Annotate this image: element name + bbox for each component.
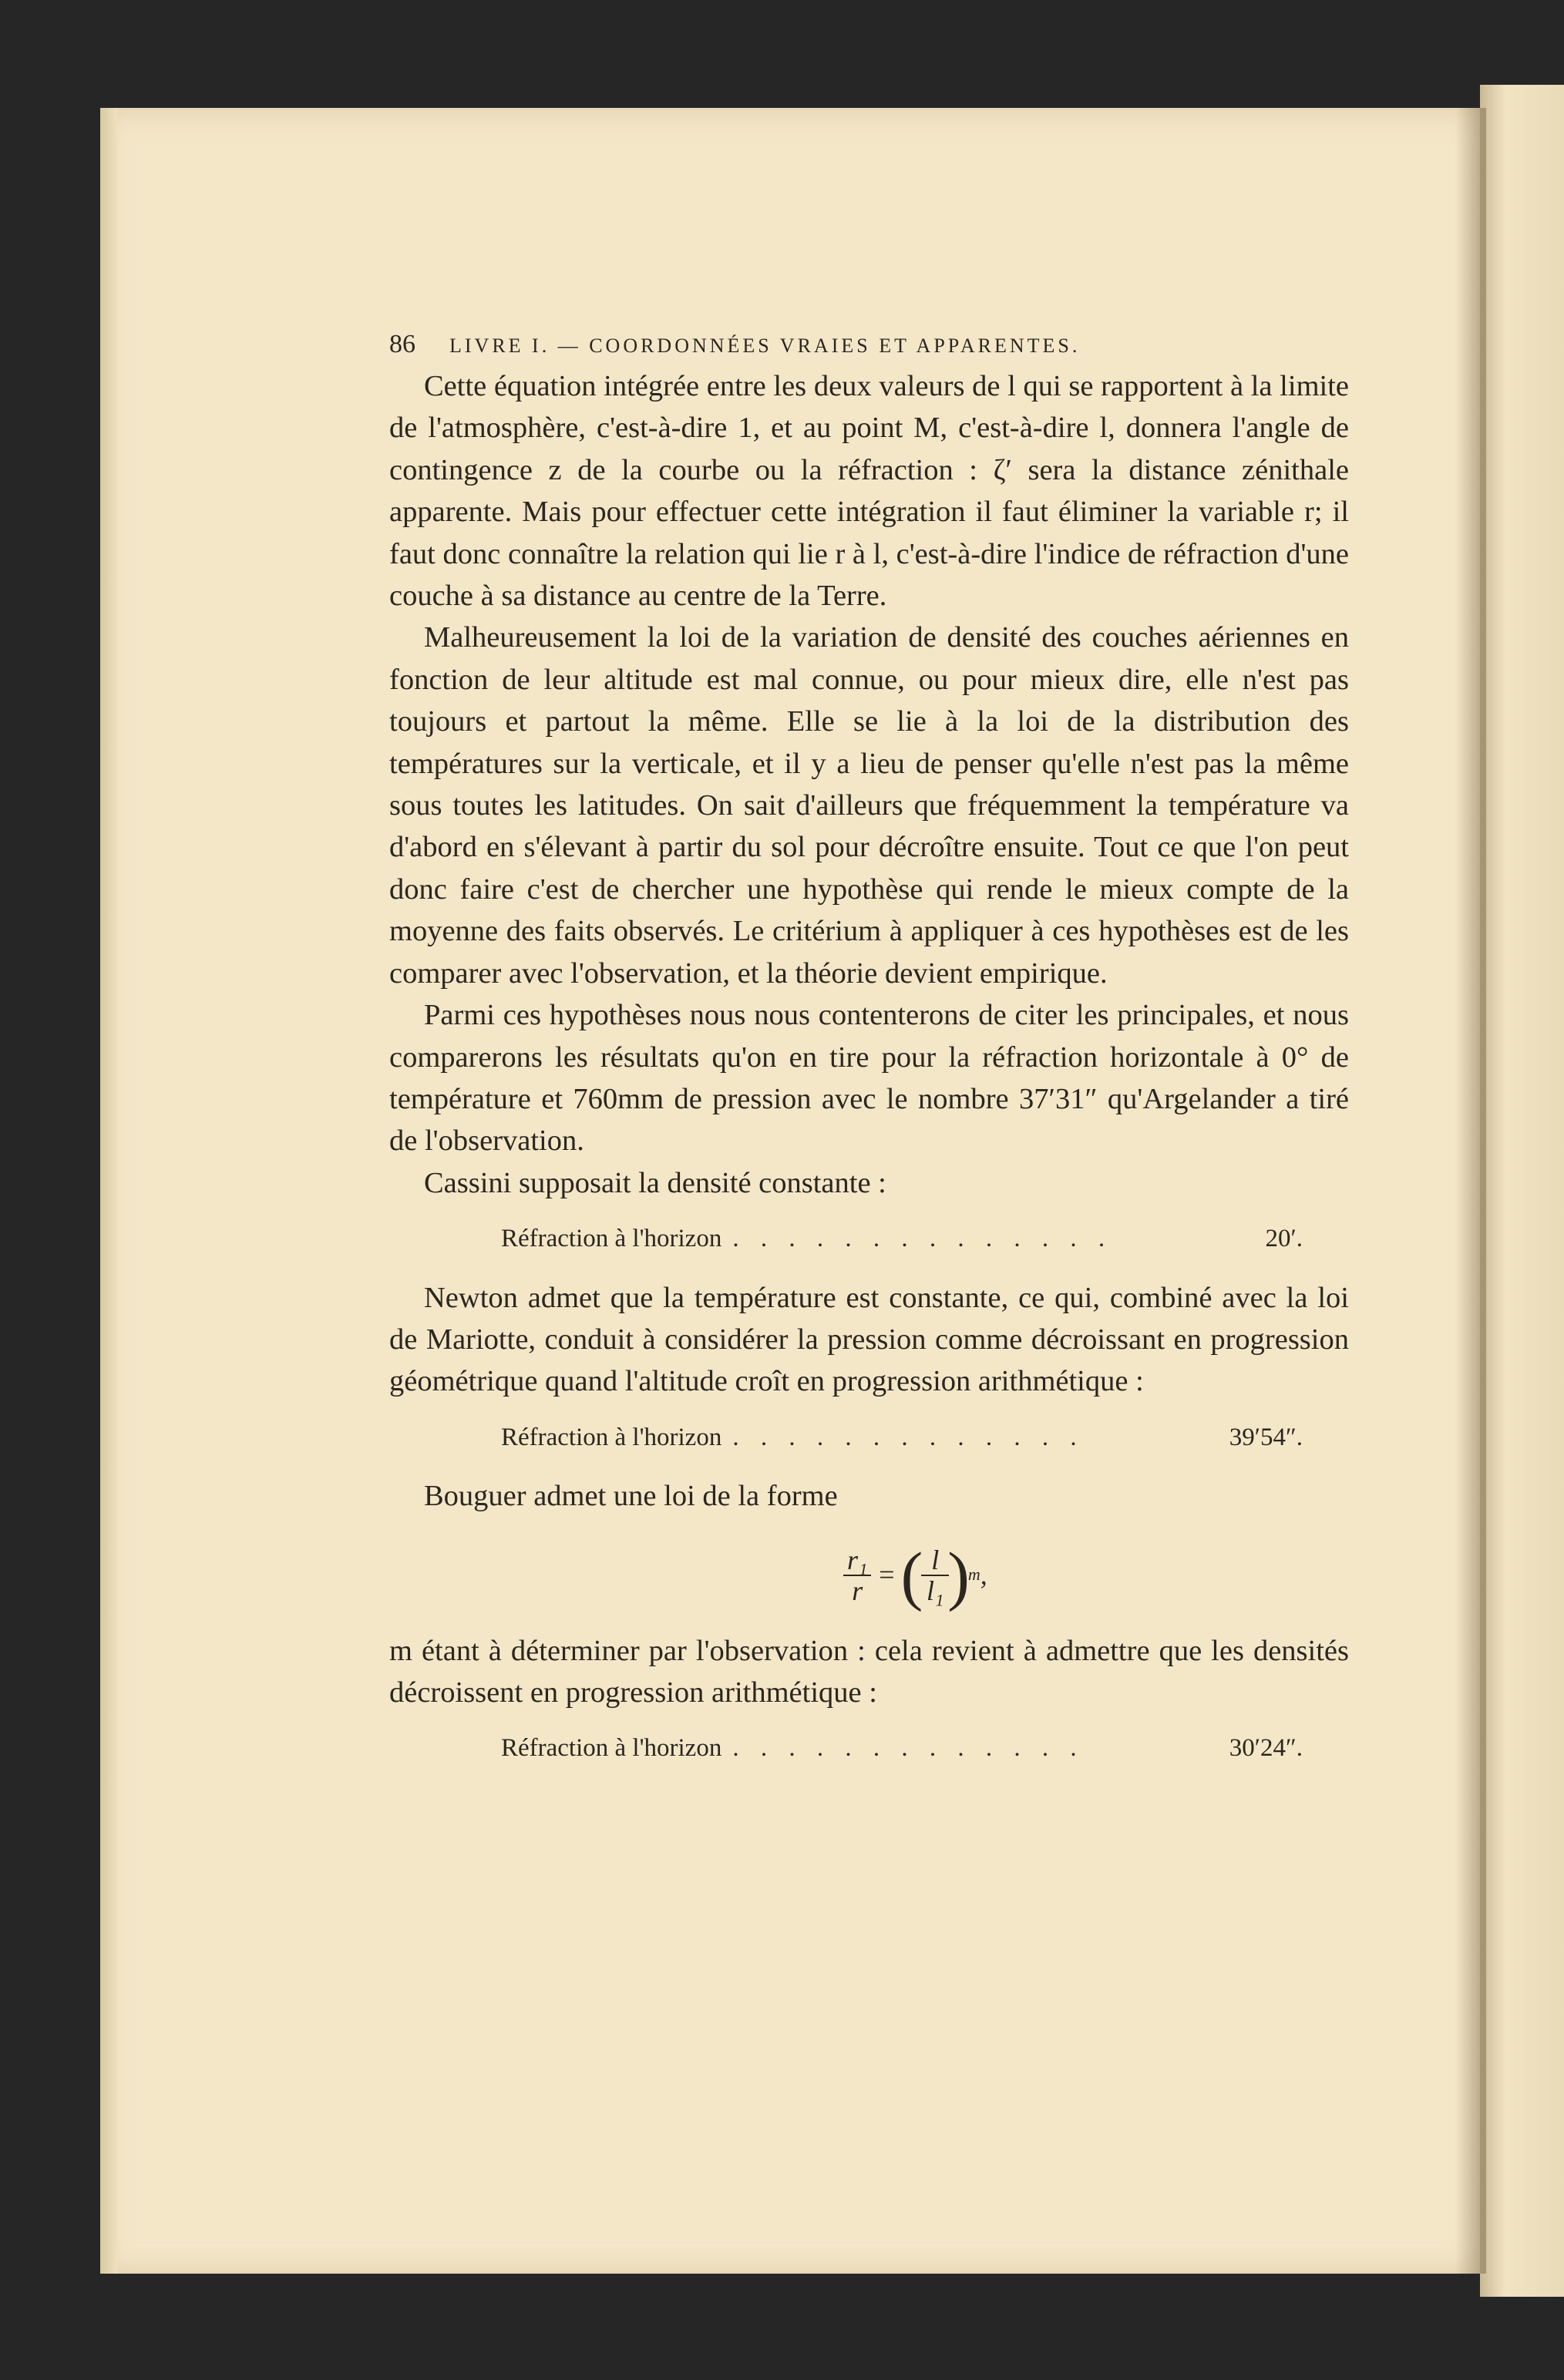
paragraph-bouguer-continued: m étant à déterminer par l'observation : cela revient à admettre que les densités décroissent en progression arithmétique :: [389, 1634, 1349, 1709]
leader-dots: . . . . . . . . . . . . .: [732, 1734, 1085, 1763]
refraction-label: Réfraction à l'horizon: [501, 1225, 722, 1253]
refraction-label: Réfraction à l'horizon: [501, 1734, 722, 1763]
paragraph-hypotheses: Parmi ces hypothèses nous nous contenterons de citer les principales, et nous comparerons les résultats qu'on en tire pour la réfraction horizontale à 0° de température et 760mm de pression avec le nombre 37′31″ qu'Argelander a tiré de l'observation.: [389, 999, 1349, 1158]
page-number: 86: [389, 330, 415, 358]
paragraph-cassini: Cassini supposait la densité constante :: [424, 1166, 886, 1199]
fraction-denominator: l₁: [926, 1575, 944, 1606]
refraction-line-bouguer: [389, 1727, 1349, 1769]
leader-dots: . . . . . . . . . . . . .: [732, 1423, 1085, 1451]
running-header: [389, 324, 1349, 365]
leader-dots: . . . . . . . . . . . . . .: [732, 1225, 1113, 1253]
running-title: LIVRE I. — COORDONNÉES VRAIES ET APPARENTES.: [449, 334, 1081, 357]
page-edge-left: [100, 108, 117, 2274]
fraction-numerator: l: [931, 1544, 940, 1575]
bouguer-formula: [389, 1525, 1349, 1625]
fraction-rhs: [921, 1545, 949, 1605]
paragraph-newton: Newton admet que la température est constante, ce qui, combiné avec la loi de Mariotte, conduit à considérer la pression comme décroissant en progression géométrique quand l'altitude croît en progression arithmétique :: [389, 1281, 1349, 1398]
page-text: [389, 324, 1349, 1787]
gutter-shadow: [1455, 108, 1486, 2274]
fraction-lhs: [843, 1545, 871, 1605]
left-paren: (: [900, 1538, 923, 1612]
fraction-denominator: r: [852, 1575, 863, 1606]
paragraph-bouguer: Bouguer admet une loi de la forme: [424, 1480, 838, 1513]
paragraph-density-law: Malheureusement la loi de la variation de densité des couches aériennes en fonction de leur altitude est mal connue, ou pour mieux dire, elle n'est pas toujours et partout la même. Elle se lie à la loi de la distribution des températures sur la verticale, et il y a lieu de penser qu'elle n'est pas la même sous toutes les latitudes. On sait d'ailleurs que fréquemment la température va d'abord en s'élevant à partir du sol pour décroître ensuite. Tout ce que l'on peut donc faire c'est de chercher une hypothèse qui rende le mieux compte de la moyenne des faits observés. Le critérium à appliquer à ces hypothèses est de les comparer avec l'observation, et la théorie devient empirique.: [389, 621, 1349, 990]
refraction-label: Réfraction à l'horizon: [501, 1423, 722, 1451]
formula-trailing-comma: ,: [980, 1559, 987, 1591]
facing-page-edge: [1480, 85, 1564, 2297]
refraction-value: 39′54″.: [1229, 1423, 1303, 1451]
formula-exponent: m: [967, 1565, 980, 1585]
equals-sign: =: [879, 1559, 895, 1591]
right-paren: ): [947, 1538, 970, 1612]
refraction-value: 20′.: [1265, 1225, 1303, 1253]
refraction-line-newton: [389, 1417, 1349, 1458]
refraction-value: 30′24″.: [1229, 1734, 1303, 1763]
refraction-line-cassini: [389, 1218, 1349, 1259]
fraction-numerator: r₁: [846, 1544, 868, 1575]
paragraph-integration: Cette équation intégrée entre les deux valeurs de l qui se rapportent à la limite de l'atmosphère, c'est-à-dire 1, et au point M, c'est-à-dire l, donnera l'angle de contingence z de la courbe ou la réfraction : ζ′ sera la distance zénithale apparente. Mais pour effectuer cette intégration il faut éliminer la variable r; il faut donc connaître la relation qui lie r à l, c'est-à-dire l'indice de réfraction d'une couche à sa distance au centre de la Terre.: [389, 370, 1349, 613]
